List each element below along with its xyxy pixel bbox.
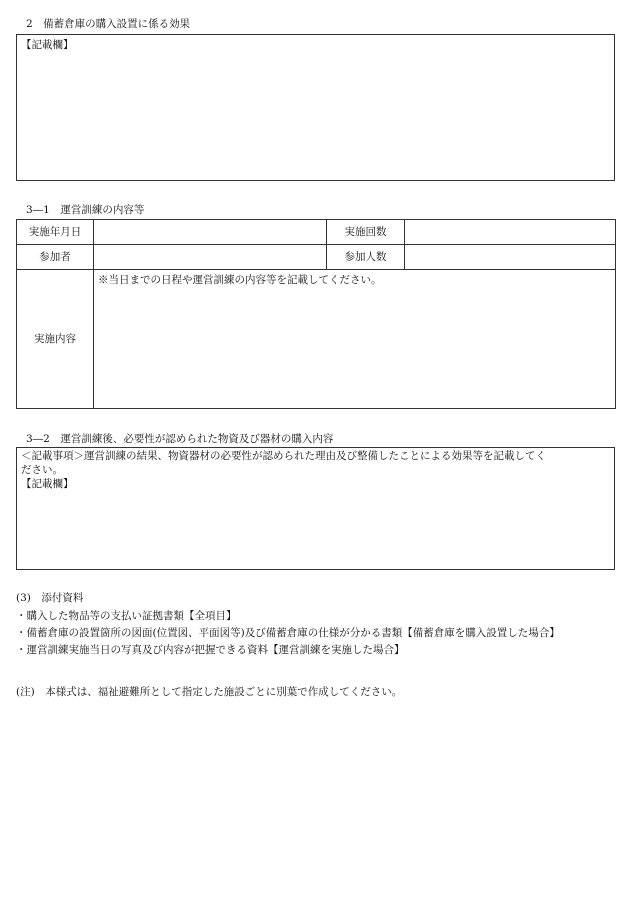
date-field[interactable] (94, 220, 327, 245)
section3-2-heading: 3―2 運営訓練後、必要性が認められた物資及び器材の購入内容 (26, 433, 334, 445)
table-row (17, 245, 616, 270)
attachments-heading: (3) 添付資料 (16, 592, 84, 604)
content-label: 実施内容 (17, 270, 94, 409)
participants-label: 参加者 (17, 245, 94, 270)
attachments-list (16, 609, 620, 660)
count-field[interactable] (405, 220, 616, 245)
section2-heading: 2 備蓄倉庫の購入設置に係る効果 (26, 18, 191, 30)
section3-2-entry-box[interactable] (16, 447, 615, 570)
section2-box-label: 【記載欄】 (21, 39, 74, 51)
participants-field[interactable] (94, 245, 327, 270)
section2-entry-box[interactable] (16, 34, 615, 181)
table-row (17, 270, 616, 409)
list-item: ・購入した物品等の支払い証拠書類【全項目】 (16, 610, 237, 622)
section3-1-heading: 3―1 運営訓練の内容等 (26, 204, 145, 216)
section3-2-note-line2: ださい。 (21, 464, 63, 476)
list-item: ・運営訓練実施当日の写真及び内容が把握できる資料【運営訓練を実施した場合】 (16, 644, 405, 656)
content-field[interactable] (94, 270, 616, 409)
list-item: ・備蓄倉庫の設置箇所の図面(位置図、平面図等)及び備蓄倉庫の仕様が分かる書類【備蓄倉庫を購入設置した場合】 (16, 627, 560, 639)
training-details-table (16, 219, 616, 409)
table-row (17, 220, 616, 245)
content-note: ※当日までの日程や運営訓練の内容等を記載してください。 (98, 274, 382, 286)
date-label: 実施年月日 (17, 220, 94, 245)
participant-count-field[interactable] (405, 245, 616, 270)
count-label: 実施回数 (327, 220, 405, 245)
section3-2-note-line1: ＜記載事項＞運営訓練の結果、物資器材の必要性が認められた理由及び整備したことによる効果等を記載してく (21, 450, 546, 462)
participant-count-label: 参加人数 (327, 245, 405, 270)
footnote: (注) 本様式は、福祉避難所として指定した施設ごとに別葉で作成してください。 (16, 686, 403, 698)
section3-2-box-label: 【記載欄】 (21, 478, 74, 490)
